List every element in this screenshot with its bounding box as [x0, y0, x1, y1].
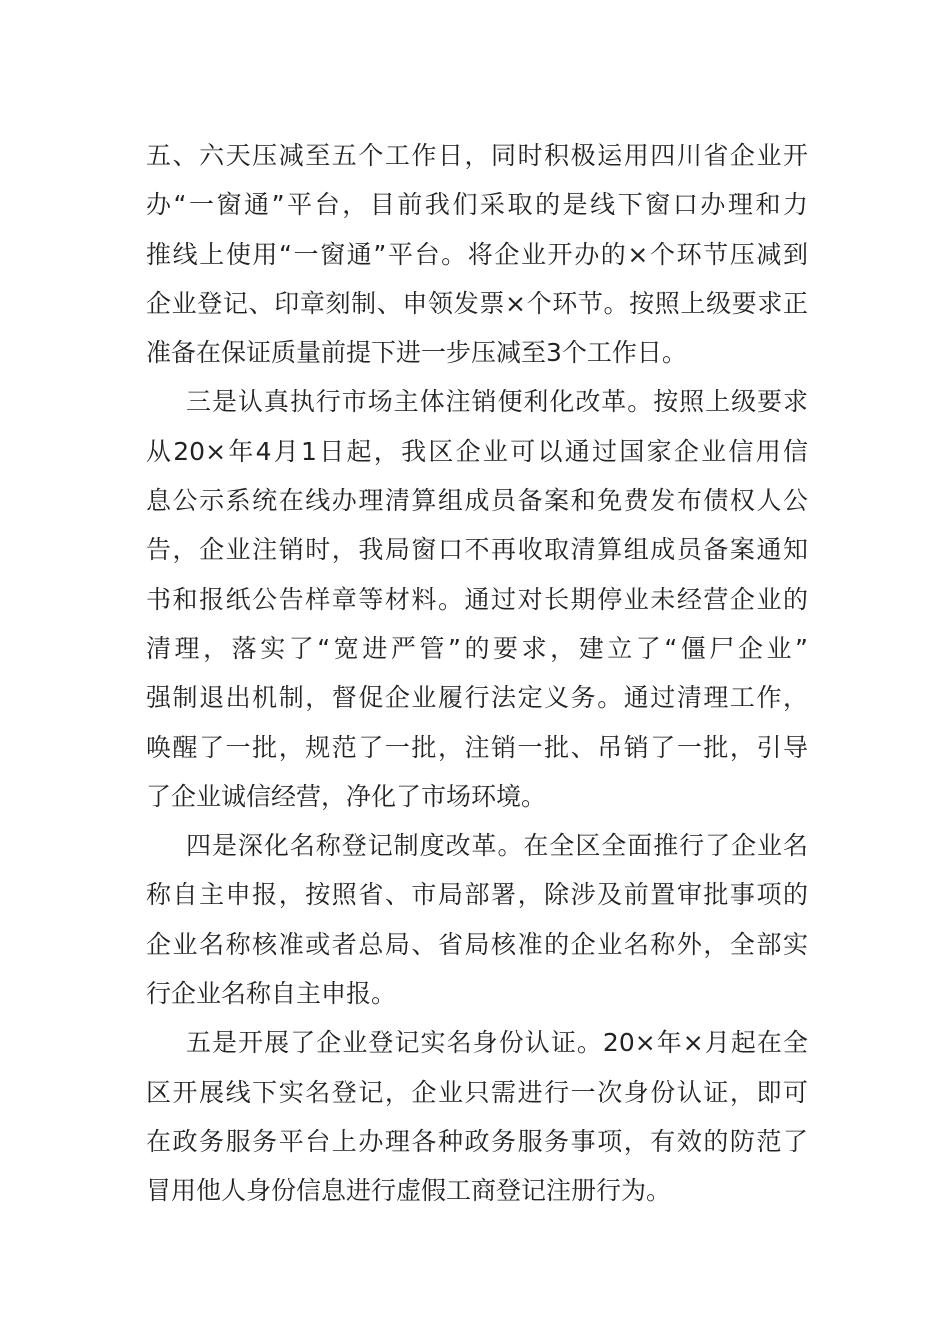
text-line: 行企业名称自主申报。 — [146, 979, 397, 1009]
text-line: 从20×年4月1日起，我区企业可以通过国家企业信用信 — [146, 436, 808, 466]
text-line: 称自主申报，按照省、市局部署，除涉及前置审批事项的 — [146, 880, 808, 910]
text-line: 了企业诚信经营，净化了市场环境。 — [146, 781, 547, 811]
text-line: 告，企业注销时，我局窗口不再收取清算组成员备案通知 — [146, 535, 808, 565]
text-line: 企业名称核准或者总局、省局核准的企业名称外，全部实 — [146, 929, 808, 959]
text-line: 息公示系统在线办理清算组成员备案和免费发布债权人公 — [146, 486, 808, 516]
text-line: 在政务服务平台上办理各种政务服务事项，有效的防范了 — [146, 1126, 808, 1156]
paragraph-1 — [146, 131, 808, 377]
text-line: 三是认真执行市场主体注销便利化改革。按照上级要求 — [186, 387, 808, 417]
text-line: 企业登记、印章刻制、申领发票×个环节。按照上级要求正 — [146, 288, 808, 318]
text-line: 书和报纸公告样章等材料。通过对长期停业未经营企业的 — [146, 584, 808, 614]
text-line: 五、六天压减至五个工作日，同时积极运用四川省企业开 — [146, 141, 808, 170]
text-line: 唤醒了一批，规范了一批，注销一批、吊销了一批，引导 — [146, 732, 808, 762]
paragraph-2 — [146, 377, 808, 821]
text-line: 区开展线下实名登记，企业只需进行一次身份认证，即可 — [146, 1077, 808, 1107]
text-line: 推线上使用“一窗通”平台。将企业开办的×个环节压减到 — [146, 239, 808, 269]
text-line: 清理，落实了“宽进严管”的要求，建立了“僵尸企业” — [146, 633, 808, 663]
paragraph-4 — [146, 1018, 808, 1215]
paragraph-3 — [146, 821, 808, 1018]
text-line: 冒用他人身份信息进行虚假工商登记注册行为。 — [146, 1176, 672, 1206]
text-line: 办“一窗通”平台，目前我们采取的是线下窗口办理和力 — [146, 190, 808, 220]
text-line: 强制退出机制，督促企业履行法定义务。通过清理工作， — [146, 683, 808, 713]
text-line: 四是深化名称登记制度改革。在全区全面推行了企业名 — [186, 831, 808, 861]
text-line: 五是开展了企业登记实名身份认证。20×年×月起在全 — [186, 1028, 808, 1058]
document-body — [146, 131, 808, 1216]
text-line: 准备在保证质量前提下进一步压减至3个工作日。 — [146, 338, 687, 368]
